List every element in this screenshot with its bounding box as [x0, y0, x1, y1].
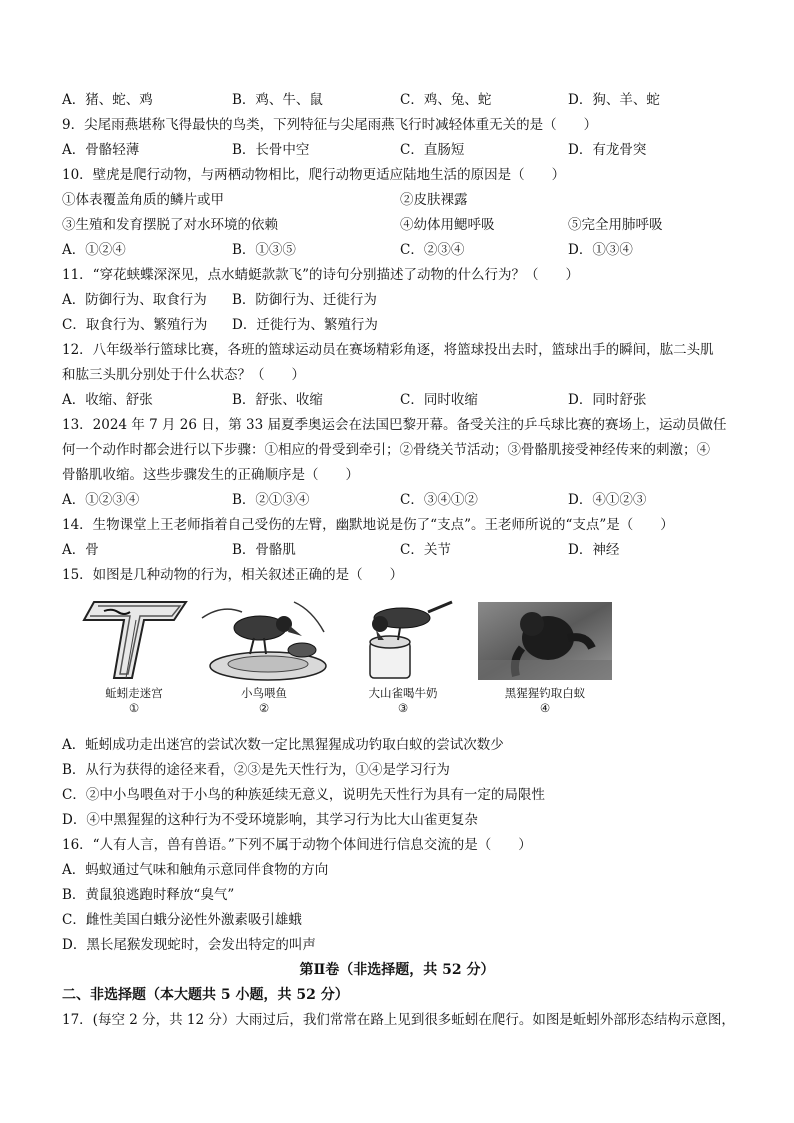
- q10-statement-1: ①体表覆盖角质的鳞片或甲: [62, 192, 224, 208]
- q10-option-c: C．②③④: [400, 242, 465, 258]
- q11-option-d: D．迁徙行为、繁殖行为: [232, 317, 378, 333]
- q11-option-c: C．取食行为、繁殖行为: [62, 317, 208, 333]
- figure-tit-drinking-milk: [348, 598, 458, 718]
- earthworm-maze-illustration: [74, 598, 194, 682]
- tit-drinking-milk-illustration: [348, 598, 458, 682]
- q14-option-b: B．骨骼肌: [232, 542, 296, 558]
- bird-feeding-fish-illustration: [198, 598, 330, 682]
- q9-stem: 9．尖尾雨燕堪称飞得最快的鸟类，下列特征与尖尾雨燕飞行时减轻体重无关的是（ ）: [62, 117, 598, 133]
- q15-stem: 15．如图是几种动物的行为，相关叙述正确的是（ ）: [62, 567, 404, 583]
- chimpanzee-photo: [478, 598, 612, 682]
- q16-option-b: B．黄鼠狼逃跑时释放“臭气”: [62, 887, 235, 903]
- figure-4-caption: 黑猩猩钓取白蚁: [504, 686, 586, 700]
- q12-option-b: B．舒张、收缩: [232, 392, 323, 408]
- q11-stem: 11．“穿花蛱蝶深深见，点水蜻蜓款款飞”的诗句分别描述了动物的什么行为？（ ）: [62, 267, 579, 283]
- q13-option-a: A．①②③④: [62, 492, 140, 508]
- q8-option-b: B．鸡、牛、鼠: [232, 92, 323, 108]
- q15-option-d: D．④中黑猩猩的这种行为不受环境影响，其学习行为比大山雀更复杂: [62, 812, 478, 828]
- q10-option-a: A．①②④: [62, 242, 126, 258]
- q13-stem-line-2: 何一个动作时都会进行以下步骤：①相应的骨受到牵引；②骨绕关节活动；③骨骼肌接受神经传来的刺激；④: [62, 442, 710, 458]
- q14-option-a: A．骨: [62, 542, 99, 558]
- q13-option-c: C．③④①②: [400, 492, 478, 508]
- q12-stem-line-1: 12．八年级举行篮球比赛，各班的篮球运动员在赛场精彩角逐，将篮球投出去时，篮球出手的瞬间，肱二头肌: [62, 342, 714, 358]
- q13-stem-line-1: 13．2024 年 7 月 26 日，第 33 届夏季奥运会在法国巴黎开幕。备受关注的乒乓球比赛的赛场上，运动员做任: [62, 417, 727, 433]
- q14-option-c: C．关节: [400, 542, 451, 558]
- q9-option-b: B．长骨中空: [232, 142, 310, 158]
- q8-option-c: C．鸡、兔、蛇: [400, 92, 492, 108]
- q10-option-d: D．①③④: [568, 242, 633, 258]
- q8-option-a: A．猪、蛇、鸡: [62, 92, 153, 108]
- q16-option-c: C．雌性美国白蛾分泌性外激素吸引雄蛾: [62, 912, 302, 928]
- figure-3-number: ③: [397, 701, 409, 715]
- q15-option-a: A．蚯蚓成功走出迷宫的尝试次数一定比黑猩猩成功钓取白蚁的尝试次数少: [62, 737, 504, 753]
- q15-option-c: C．②中小鸟喂鱼对于小鸟的种族延续无意义，说明先天性行为具有一定的局限性: [62, 787, 545, 803]
- q10-statement-2: ②皮肤裸露: [400, 192, 468, 208]
- q9-option-c: C．直肠短: [400, 142, 465, 158]
- q17-stem: 17．(每空 2 分，共 12 分）大雨过后，我们常常在路上见到很多蚯蚓在爬行。如图是蚯蚓外部形态结构示意图，: [62, 1012, 735, 1028]
- q10-statement-4: ④幼体用鳃呼吸: [400, 217, 495, 233]
- q16-option-d: D．黑长尾猴发现蛇时，会发出特定的叫声: [62, 937, 316, 953]
- figure-1-number: ①: [128, 701, 140, 715]
- q10-statement-3: ③生殖和发育摆脱了对水环境的依赖: [62, 217, 278, 233]
- q11-option-a: A．防御行为、取食行为: [62, 292, 207, 308]
- q12-option-a: A．收缩、舒张: [62, 392, 153, 408]
- q10-option-b: B．①③⑤: [232, 242, 296, 258]
- figure-2-caption: 小鸟喂鱼: [241, 686, 287, 700]
- q13-option-b: B．②①③④: [232, 492, 310, 508]
- q12-stem-line-2: 和肱三头肌分别处于什么状态？（ ）: [62, 367, 305, 383]
- q9-option-a: A．骨骼轻薄: [62, 142, 140, 158]
- q12-option-c: C．同时收缩: [400, 392, 478, 408]
- q14-stem: 14．生物课堂上王老师指着自己受伤的左臂，幽默地说是伤了“支点”。王老师所说的“支点”是（ ）: [62, 517, 674, 533]
- figure-3-caption: 大山雀喝牛奶: [368, 686, 438, 700]
- q10-stem: 10．壁虎是爬行动物，与两栖动物相比，爬行动物更适应陆地生活的原因是（ ）: [62, 167, 566, 183]
- q16-option-a: A．蚂蚁通过气味和触角示意同伴食物的方向: [62, 862, 329, 878]
- figure-2-number: ②: [258, 701, 270, 715]
- q15-option-b: B．从行为获得的途径来看，②③是先天性行为，①④是学习行为: [62, 762, 450, 778]
- q16-stem: 16．“人有人言，兽有兽语。”下列不属于动物个体间进行信息交流的是（ ）: [62, 837, 532, 853]
- q8-option-d: D．狗、羊、蛇: [568, 92, 660, 108]
- figure-4-number: ④: [539, 701, 551, 715]
- figure-bird-feeding-fish: [198, 598, 330, 718]
- section-two-heading: 二、非选择题（本大题共 5 小题，共 52 分）: [62, 987, 349, 1003]
- q13-stem-line-3: 骨骼肌收缩。这些步骤发生的正确顺序是（ ）: [62, 467, 359, 483]
- q13-option-d: D．④①②③: [568, 492, 647, 508]
- q11-option-b: B．防御行为、迁徙行为: [232, 292, 377, 308]
- q10-statement-5: ⑤完全用肺呼吸: [568, 217, 663, 233]
- q12-option-d: D．同时舒张: [568, 392, 647, 408]
- figure-chimpanzee-termites: [478, 598, 612, 718]
- figure-earthworm-maze: [74, 598, 194, 718]
- q14-option-d: D．神经: [568, 542, 620, 558]
- figure-1-caption: 蚯蚓走迷宫: [105, 686, 163, 700]
- part-two-title: 第Ⅱ卷（非选择题，共 52 分）: [299, 962, 495, 978]
- q9-option-d: D．有龙骨突: [568, 142, 647, 158]
